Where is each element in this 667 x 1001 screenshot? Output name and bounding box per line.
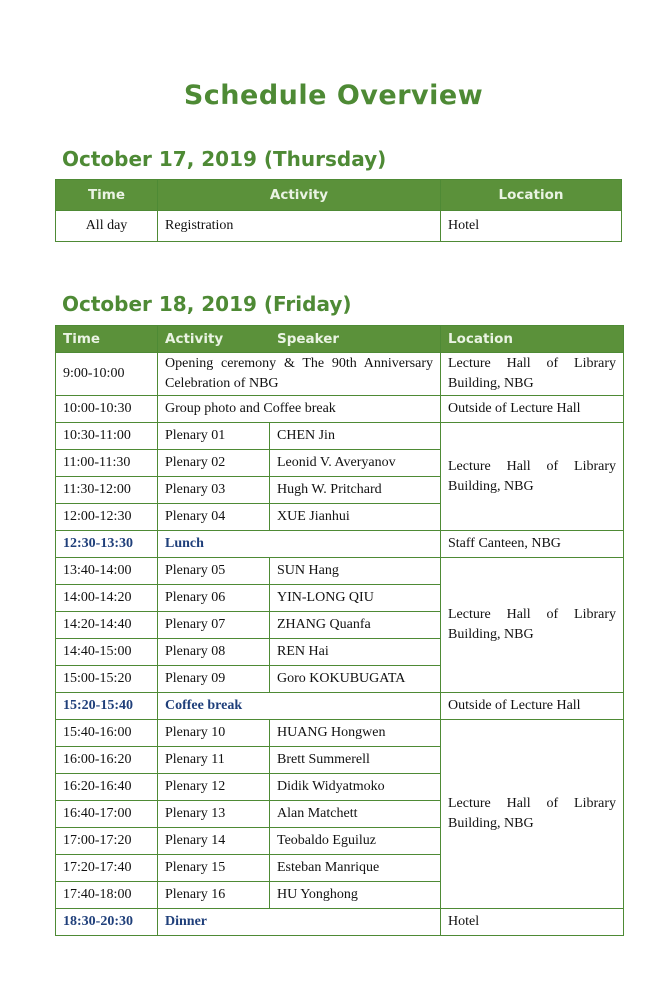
- cell-speaker: REN Hai: [270, 639, 441, 666]
- day2-heading: October 18, 2019 (Friday): [62, 292, 352, 316]
- cell-activity: Lunch: [158, 531, 441, 558]
- day1-schedule-table: [55, 179, 622, 242]
- cell-location: Hotel: [441, 909, 624, 936]
- table-row: [56, 396, 624, 423]
- table-row-dinner: [56, 909, 624, 936]
- cell-time: 15:00-15:20: [56, 666, 158, 693]
- cell-activity: Plenary 10: [158, 720, 270, 747]
- cell-location: Lecture Hall of Library Building, NBG: [441, 353, 624, 396]
- table-header-row: [56, 180, 622, 211]
- cell-location: Outside of Lecture Hall: [441, 396, 624, 423]
- cell-time: 16:00-16:20: [56, 747, 158, 774]
- header-location: Location: [441, 326, 624, 353]
- cell-time: 9:00-10:00: [56, 353, 158, 396]
- cell-activity: Plenary 15: [158, 855, 270, 882]
- cell-time: 16:20-16:40: [56, 774, 158, 801]
- header-time: Time: [56, 180, 158, 211]
- cell-activity: Plenary 02: [158, 450, 270, 477]
- header-location: Location: [441, 180, 622, 211]
- cell-time: 12:00-12:30: [56, 504, 158, 531]
- cell-time: 11:30-12:00: [56, 477, 158, 504]
- cell-time: 18:30-20:30: [56, 909, 158, 936]
- cell-time: 13:40-14:00: [56, 558, 158, 585]
- cell-speaker: ZHANG Quanfa: [270, 612, 441, 639]
- cell-speaker: Goro KOKUBUGATA: [270, 666, 441, 693]
- cell-time: All day: [56, 211, 158, 242]
- cell-speaker: Esteban Manrique: [270, 855, 441, 882]
- cell-time: 15:20-15:40: [56, 693, 158, 720]
- cell-speaker: Didik Widyatmoko: [270, 774, 441, 801]
- cell-activity: Dinner: [158, 909, 441, 936]
- cell-activity: Plenary 04: [158, 504, 270, 531]
- table-row-lunch: [56, 531, 624, 558]
- cell-activity: Plenary 14: [158, 828, 270, 855]
- cell-speaker: Brett Summerell: [270, 747, 441, 774]
- header-activity: Activity: [165, 331, 224, 347]
- cell-activity: Plenary 12: [158, 774, 270, 801]
- cell-activity: Plenary 01: [158, 423, 270, 450]
- cell-location: Lecture Hall of Library Building, NBG: [441, 720, 624, 909]
- header-activity-speaker: [158, 326, 441, 353]
- table-row: [56, 211, 622, 242]
- cell-time: 16:40-17:00: [56, 801, 158, 828]
- cell-location: Outside of Lecture Hall: [441, 693, 624, 720]
- header-activity: Activity: [158, 180, 441, 211]
- cell-time: 17:20-17:40: [56, 855, 158, 882]
- header-time: Time: [56, 326, 158, 353]
- cell-speaker: Teobaldo Eguiluz: [270, 828, 441, 855]
- cell-time: 15:40-16:00: [56, 720, 158, 747]
- cell-speaker: XUE Jianhui: [270, 504, 441, 531]
- cell-activity: Plenary 06: [158, 585, 270, 612]
- table-row: [56, 353, 624, 396]
- cell-speaker: HU Yonghong: [270, 882, 441, 909]
- cell-activity: Opening ceremony & The 90th Anniversary Celebration of NBG: [158, 353, 441, 396]
- cell-time: 14:00-14:20: [56, 585, 158, 612]
- cell-activity: Registration: [158, 211, 441, 242]
- day1-heading: October 17, 2019 (Thursday): [62, 147, 387, 171]
- cell-time: 14:40-15:00: [56, 639, 158, 666]
- table-header-row: [56, 326, 624, 353]
- cell-time: 11:00-11:30: [56, 450, 158, 477]
- header-speaker: Speaker: [277, 331, 340, 347]
- table-row: [56, 423, 624, 450]
- cell-activity: Plenary 13: [158, 801, 270, 828]
- cell-speaker: CHEN Jin: [270, 423, 441, 450]
- cell-activity: Plenary 08: [158, 639, 270, 666]
- cell-time: 10:30-11:00: [56, 423, 158, 450]
- cell-speaker: HUANG Hongwen: [270, 720, 441, 747]
- page-title: Schedule Overview: [183, 80, 484, 111]
- cell-time: 12:30-13:30: [56, 531, 158, 558]
- cell-speaker: Leonid V. Averyanov: [270, 450, 441, 477]
- cell-speaker: Alan Matchett: [270, 801, 441, 828]
- cell-activity: Plenary 07: [158, 612, 270, 639]
- cell-time: 10:00-10:30: [56, 396, 158, 423]
- cell-activity: Plenary 16: [158, 882, 270, 909]
- cell-activity: Plenary 05: [158, 558, 270, 585]
- table-row: [56, 558, 624, 585]
- cell-activity: Plenary 09: [158, 666, 270, 693]
- table-row-coffee-break: [56, 693, 624, 720]
- cell-activity: Plenary 11: [158, 747, 270, 774]
- day2-schedule-table: [55, 325, 624, 936]
- cell-location: Hotel: [441, 211, 622, 242]
- cell-location: Staff Canteen, NBG: [441, 531, 624, 558]
- cell-location: Lecture Hall of Library Building, NBG: [441, 558, 624, 693]
- cell-time: 17:00-17:20: [56, 828, 158, 855]
- cell-speaker: SUN Hang: [270, 558, 441, 585]
- cell-location: Lecture Hall of Library Building, NBG: [441, 423, 624, 531]
- cell-activity: Plenary 03: [158, 477, 270, 504]
- cell-activity: Group photo and Coffee break: [158, 396, 441, 423]
- cell-activity: Coffee break: [158, 693, 441, 720]
- cell-speaker: YIN-LONG QIU: [270, 585, 441, 612]
- table-row: [56, 720, 624, 747]
- cell-speaker: Hugh W. Pritchard: [270, 477, 441, 504]
- cell-time: 14:20-14:40: [56, 612, 158, 639]
- cell-time: 17:40-18:00: [56, 882, 158, 909]
